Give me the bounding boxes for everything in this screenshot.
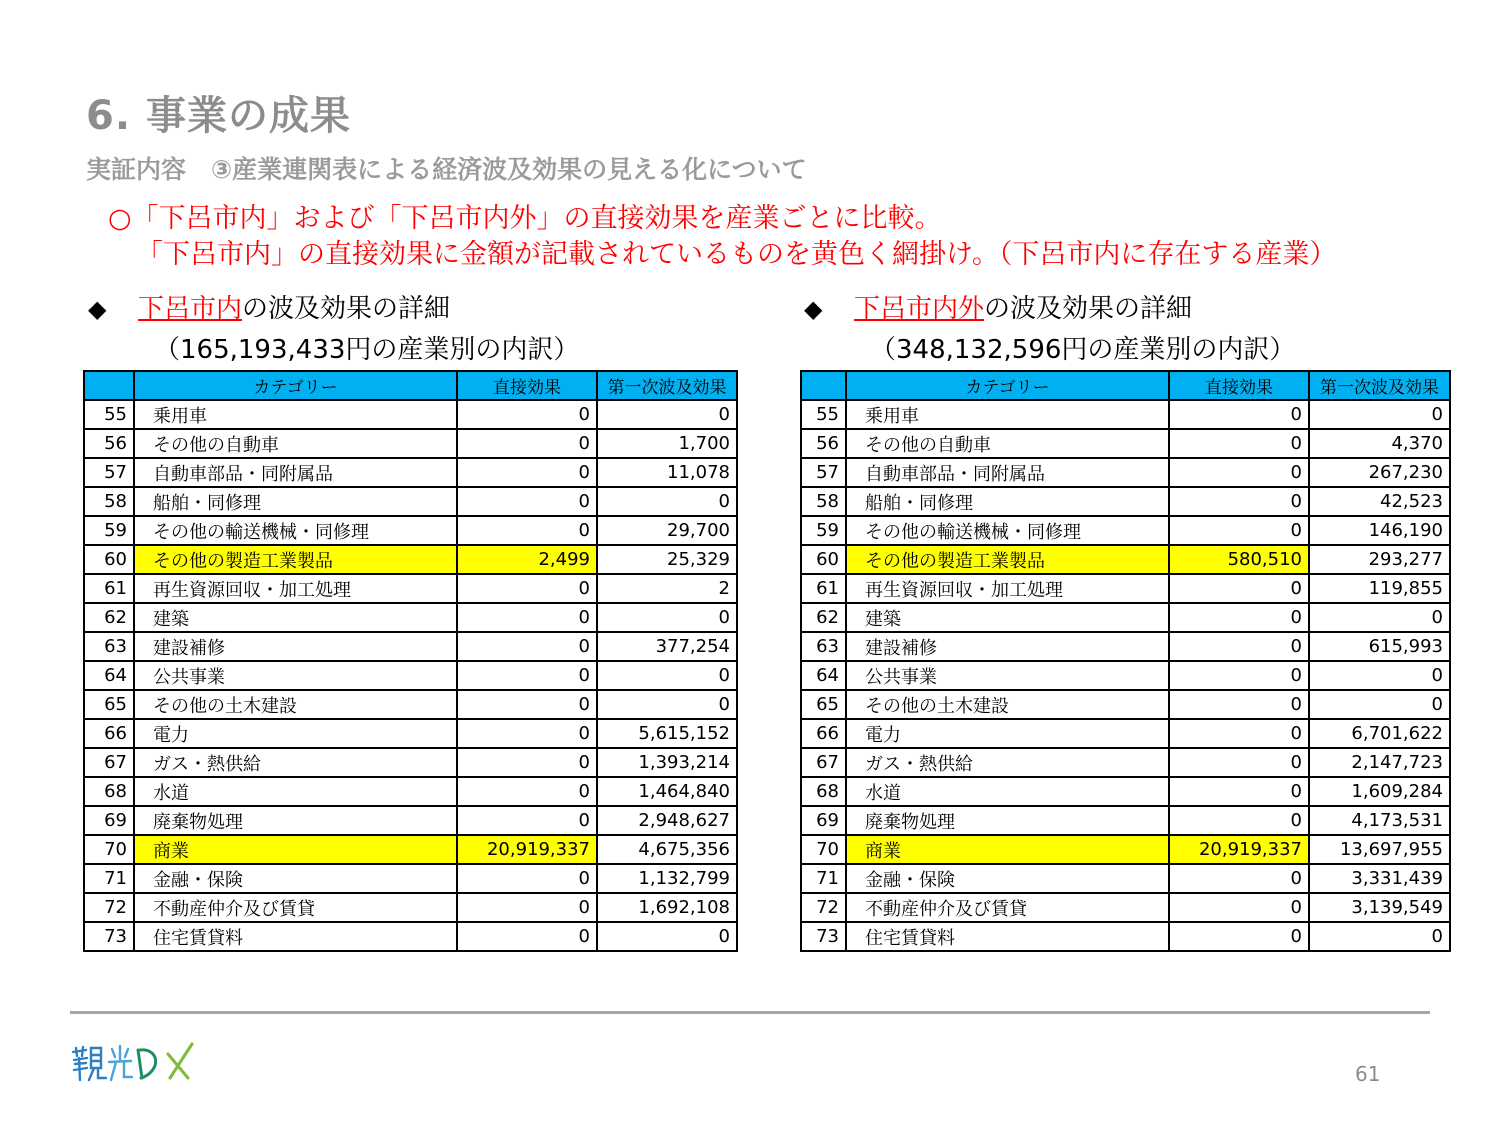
first-effect-cell: 4,173,531 (1309, 806, 1450, 835)
first-effect-cell: 146,190 (1309, 516, 1450, 545)
direct-effect-cell: 0 (457, 922, 597, 951)
direct-effect-cell: 0 (457, 777, 597, 806)
row-number: 57 (84, 458, 134, 487)
table-row (801, 661, 1450, 690)
note-line-1: ○「下呂市内」および「下呂市内外」の直接効果を産業ごとに比較。 (108, 203, 942, 234)
row-number: 72 (84, 893, 134, 922)
header-direct-effect: 直接効果 (457, 371, 597, 400)
category-cell: ガス・熱供給 (846, 748, 1169, 777)
category-cell: 建築 (134, 603, 457, 632)
first-effect-cell: 0 (1309, 400, 1450, 429)
direct-effect-cell: 0 (1169, 719, 1309, 748)
first-effect-cell: 1,700 (597, 429, 737, 458)
category-cell: 自動車部品・同附属品 (134, 458, 457, 487)
table-row (84, 922, 737, 951)
direct-effect-cell: 580,510 (1169, 545, 1309, 574)
table-row (801, 690, 1450, 719)
row-number: 69 (801, 806, 846, 835)
table-row (801, 429, 1450, 458)
first-effect-cell: 1,393,214 (597, 748, 737, 777)
first-effect-cell: 1,132,799 (597, 864, 737, 893)
first-effect-cell: 3,139,549 (1309, 893, 1450, 922)
table-row (801, 632, 1450, 661)
table-row (801, 893, 1450, 922)
direct-effect-cell: 0 (457, 864, 597, 893)
note-line-2: 「下呂市内」の直接効果に金額が記載されているものを黄色く網掛け。（下呂市内に存在する産業） (136, 239, 1337, 270)
first-effect-cell: 0 (597, 603, 737, 632)
diamond-bullet-icon: ◆ (804, 295, 823, 323)
table-row (801, 400, 1450, 429)
table-row (84, 748, 737, 777)
header-category: カテゴリー (846, 371, 1169, 400)
category-cell: 廃棄物処理 (846, 806, 1169, 835)
footer-divider (70, 1011, 1430, 1014)
first-effect-cell: 0 (597, 487, 737, 516)
first-effect-cell: 267,230 (1309, 458, 1450, 487)
category-cell: 再生資源回収・加工処理 (134, 574, 457, 603)
table-row (84, 487, 737, 516)
table-row (84, 632, 737, 661)
first-effect-cell: 0 (597, 922, 737, 951)
row-number: 59 (84, 516, 134, 545)
direct-effect-cell: 0 (457, 603, 597, 632)
row-number: 69 (84, 806, 134, 835)
first-effect-cell: 2,147,723 (1309, 748, 1450, 777)
category-cell: その他の製造工業製品 (134, 545, 457, 574)
category-cell: 建設補修 (846, 632, 1169, 661)
heading-text: の波及効果の詳細 (242, 294, 451, 324)
category-cell: 不動産仲介及び賃貸 (846, 893, 1169, 922)
table-row (801, 516, 1450, 545)
table-row (801, 545, 1450, 574)
category-cell: 商業 (846, 835, 1169, 864)
table-row (84, 719, 737, 748)
first-effect-cell: 3,331,439 (1309, 864, 1450, 893)
first-effect-cell: 13,697,955 (1309, 835, 1450, 864)
row-number: 61 (801, 574, 846, 603)
direct-effect-cell: 0 (457, 719, 597, 748)
category-cell: その他の製造工業製品 (846, 545, 1169, 574)
header-no (801, 371, 846, 400)
row-number: 67 (84, 748, 134, 777)
direct-effect-cell: 0 (457, 429, 597, 458)
direct-effect-cell: 0 (1169, 806, 1309, 835)
first-effect-cell: 1,464,840 (597, 777, 737, 806)
direct-effect-cell: 0 (1169, 516, 1309, 545)
category-cell: 住宅賃貸料 (846, 922, 1169, 951)
first-effect-cell: 0 (597, 661, 737, 690)
first-effect-cell: 5,615,152 (597, 719, 737, 748)
table-row (801, 806, 1450, 835)
table-row (84, 458, 737, 487)
direct-effect-cell: 0 (1169, 690, 1309, 719)
direct-effect-cell: 0 (1169, 661, 1309, 690)
row-number: 68 (801, 777, 846, 806)
direct-effect-cell: 0 (1169, 922, 1309, 951)
table-row (84, 835, 737, 864)
category-cell: 水道 (134, 777, 457, 806)
left-section-heading (88, 288, 579, 366)
table-row (84, 516, 737, 545)
page-subtitle: 実証内容 ③産業連関表による経済波及効果の見える化について (86, 155, 807, 184)
category-cell: 乗用車 (134, 400, 457, 429)
row-number: 71 (84, 864, 134, 893)
first-effect-cell: 1,609,284 (1309, 777, 1450, 806)
row-number: 72 (801, 893, 846, 922)
category-cell: 不動産仲介及び賃貸 (134, 893, 457, 922)
direct-effect-cell: 0 (1169, 458, 1309, 487)
row-number: 70 (84, 835, 134, 864)
category-cell: 建設補修 (134, 632, 457, 661)
category-cell: その他の土木建設 (846, 690, 1169, 719)
category-cell: 電力 (846, 719, 1169, 748)
right-effects-table (800, 370, 1451, 952)
first-effect-cell: 0 (597, 400, 737, 429)
first-effect-cell: 2 (597, 574, 737, 603)
table-row (84, 603, 737, 632)
direct-effect-cell: 0 (1169, 400, 1309, 429)
first-effect-cell: 0 (1309, 661, 1450, 690)
direct-effect-cell: 0 (1169, 603, 1309, 632)
direct-effect-cell: 2,499 (457, 545, 597, 574)
direct-effect-cell: 0 (1169, 864, 1309, 893)
first-effect-cell: 615,993 (1309, 632, 1450, 661)
category-cell: 住宅賃貸料 (134, 922, 457, 951)
direct-effect-cell: 0 (1169, 429, 1309, 458)
table-row (84, 864, 737, 893)
category-cell: 乗用車 (846, 400, 1169, 429)
row-number: 66 (801, 719, 846, 748)
left-effects-table (83, 370, 738, 952)
header-first-effect: 第一次波及効果 (597, 371, 737, 400)
first-effect-cell: 4,370 (1309, 429, 1450, 458)
direct-effect-cell: 0 (457, 487, 597, 516)
category-cell: 金融・保険 (134, 864, 457, 893)
row-number: 73 (801, 922, 846, 951)
first-effect-cell: 0 (1309, 603, 1450, 632)
row-number: 60 (84, 545, 134, 574)
row-number: 55 (84, 400, 134, 429)
table-row (801, 864, 1450, 893)
direct-effect-cell: 0 (1169, 777, 1309, 806)
table-row (801, 487, 1450, 516)
row-number: 58 (801, 487, 846, 516)
breakdown-text: （165,193,433円の産業別の内訳） (154, 335, 580, 365)
kanko-dx-logo (70, 1040, 200, 1092)
category-cell: 船舶・同修理 (134, 487, 457, 516)
row-number: 68 (84, 777, 134, 806)
logo-mark-icon (70, 1040, 200, 1088)
category-cell: 電力 (134, 719, 457, 748)
row-number: 59 (801, 516, 846, 545)
table-row (84, 690, 737, 719)
direct-effect-cell: 0 (1169, 632, 1309, 661)
first-effect-cell: 293,277 (1309, 545, 1450, 574)
row-number: 56 (84, 429, 134, 458)
row-number: 65 (84, 690, 134, 719)
page-title: 6. 事業の成果 (86, 93, 351, 139)
first-effect-cell: 0 (1309, 922, 1450, 951)
row-number: 71 (801, 864, 846, 893)
direct-effect-cell: 0 (1169, 487, 1309, 516)
direct-effect-cell: 0 (457, 748, 597, 777)
breakdown-text: （348,132,596円の産業別の内訳） (870, 335, 1296, 365)
region-label: 下呂市内外 (854, 294, 985, 324)
direct-effect-cell: 20,919,337 (1169, 835, 1309, 864)
first-effect-cell: 119,855 (1309, 574, 1450, 603)
row-number: 73 (84, 922, 134, 951)
direct-effect-cell: 20,919,337 (457, 835, 597, 864)
table-row (84, 574, 737, 603)
table-row (801, 777, 1450, 806)
row-number: 62 (84, 603, 134, 632)
table-row (84, 661, 737, 690)
direct-effect-cell: 0 (457, 806, 597, 835)
category-cell: 水道 (846, 777, 1169, 806)
row-number: 63 (801, 632, 846, 661)
first-effect-cell: 2,948,627 (597, 806, 737, 835)
row-number: 55 (801, 400, 846, 429)
category-cell: その他の土木建設 (134, 690, 457, 719)
heading-text: の波及効果の詳細 (984, 294, 1193, 324)
first-effect-cell: 25,329 (597, 545, 737, 574)
row-number: 60 (801, 545, 846, 574)
category-cell: 廃棄物処理 (134, 806, 457, 835)
category-cell: 再生資源回収・加工処理 (846, 574, 1169, 603)
category-cell: 自動車部品・同附属品 (846, 458, 1169, 487)
row-number: 58 (84, 487, 134, 516)
direct-effect-cell: 0 (457, 458, 597, 487)
row-number: 64 (84, 661, 134, 690)
direct-effect-cell: 0 (1169, 574, 1309, 603)
direct-effect-cell: 0 (1169, 748, 1309, 777)
category-cell: 建築 (846, 603, 1169, 632)
table-row (801, 922, 1450, 951)
table-header-row (84, 371, 737, 400)
row-number: 64 (801, 661, 846, 690)
category-cell: その他の自動車 (846, 429, 1169, 458)
category-cell: ガス・熱供給 (134, 748, 457, 777)
table-row (84, 429, 737, 458)
direct-effect-cell: 0 (457, 516, 597, 545)
table-row (84, 545, 737, 574)
direct-effect-cell: 0 (457, 400, 597, 429)
page-number: 61 (1355, 1062, 1381, 1086)
category-cell: その他の輸送機械・同修理 (846, 516, 1169, 545)
direct-effect-cell: 0 (457, 632, 597, 661)
direct-effect-cell: 0 (1169, 893, 1309, 922)
row-number: 56 (801, 429, 846, 458)
table-row (801, 574, 1450, 603)
first-effect-cell: 6,701,622 (1309, 719, 1450, 748)
table-row (84, 777, 737, 806)
header-direct-effect: 直接効果 (1169, 371, 1309, 400)
header-no (84, 371, 134, 400)
row-number: 57 (801, 458, 846, 487)
first-effect-cell: 11,078 (597, 458, 737, 487)
row-number: 70 (801, 835, 846, 864)
row-number: 67 (801, 748, 846, 777)
first-effect-cell: 377,254 (597, 632, 737, 661)
row-number: 62 (801, 603, 846, 632)
table-row (801, 835, 1450, 864)
table-row (84, 400, 737, 429)
right-section-heading (804, 288, 1295, 366)
category-cell: 船舶・同修理 (846, 487, 1169, 516)
category-cell: 商業 (134, 835, 457, 864)
direct-effect-cell: 0 (457, 690, 597, 719)
category-cell: 金融・保険 (846, 864, 1169, 893)
direct-effect-cell: 0 (457, 574, 597, 603)
table-header-row (801, 371, 1450, 400)
row-number: 61 (84, 574, 134, 603)
category-cell: 公共事業 (134, 661, 457, 690)
first-effect-cell: 29,700 (597, 516, 737, 545)
header-category: カテゴリー (134, 371, 457, 400)
table-row (801, 719, 1450, 748)
direct-effect-cell: 0 (457, 661, 597, 690)
region-label: 下呂市内 (138, 294, 243, 324)
row-number: 65 (801, 690, 846, 719)
diamond-bullet-icon: ◆ (88, 295, 107, 323)
category-cell: 公共事業 (846, 661, 1169, 690)
table-row (84, 806, 737, 835)
table-row (801, 603, 1450, 632)
row-number: 63 (84, 632, 134, 661)
table-row (801, 748, 1450, 777)
first-effect-cell: 0 (1309, 690, 1450, 719)
first-effect-cell: 0 (597, 690, 737, 719)
category-cell: その他の自動車 (134, 429, 457, 458)
first-effect-cell: 4,675,356 (597, 835, 737, 864)
direct-effect-cell: 0 (457, 893, 597, 922)
header-first-effect: 第一次波及効果 (1309, 371, 1450, 400)
table-row (84, 893, 737, 922)
first-effect-cell: 42,523 (1309, 487, 1450, 516)
row-number: 66 (84, 719, 134, 748)
table-row (801, 458, 1450, 487)
first-effect-cell: 1,692,108 (597, 893, 737, 922)
category-cell: その他の輸送機械・同修理 (134, 516, 457, 545)
